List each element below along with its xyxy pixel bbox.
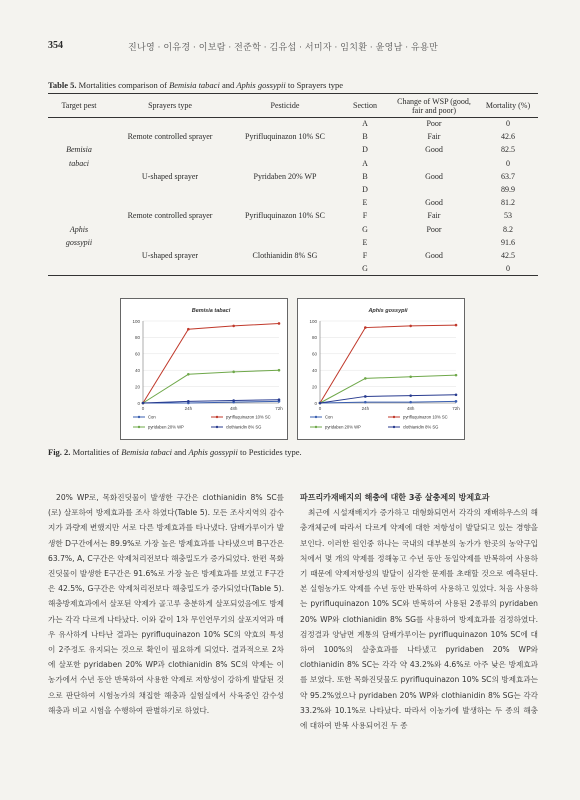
cell-sprayer [110,144,230,157]
table-title [48,80,538,90]
x-tick-label: 48h [406,406,415,411]
cell-wsp: Poor [426,119,442,129]
cell-wsp: Good [425,250,443,260]
legend-marker [216,416,218,418]
cell-pest [48,197,110,210]
cell-sprayer [110,118,230,131]
cell-wsp [390,236,478,249]
table-row [48,210,538,223]
cell-mortality: 0 [506,158,510,168]
cell-sprayer: Remote controlled sprayer [127,211,213,221]
cell-mortality: 42.5 [501,250,515,260]
chart-panel-aphis [297,298,465,440]
table-header-row [48,94,538,118]
cell-pesticide: Clothianidin 8% SG [252,250,318,260]
legend-marker [393,426,395,428]
legend-label: Con [148,414,156,420]
cell-sprayer: U-shaped sprayer [141,250,199,260]
page-header [48,40,532,56]
data-point [409,401,412,404]
data-point [232,371,235,374]
data-point [455,374,458,377]
cell-sprayer [110,183,230,196]
col-header-pesticide: Pesticide [230,94,340,118]
caption-species-2: Aphis gossypii [188,447,238,457]
cell-pesticide [230,263,340,276]
cell-pest [48,170,110,183]
cell-section: B [362,132,368,142]
cell-sprayer: Remote controlled sprayer [127,132,213,142]
cell-sprayer [110,263,230,276]
y-tick-label: 40 [311,368,317,373]
cell-wsp: Good [425,198,443,208]
data-point [278,322,281,325]
cell-sprayer: U-shaped sprayer [141,171,199,181]
cell-pest: tabaci [69,158,89,168]
cell-pesticide [230,183,340,196]
cell-mortality: 0 [506,119,510,129]
data-point [364,401,367,404]
legend-label: clothianidin 8% SG [226,424,262,430]
cell-section: D [362,185,368,195]
x-tick-label: 0 [318,406,322,411]
body-column-right [300,490,538,733]
data-point [409,394,412,397]
cell-pest: Bemisia [66,145,92,155]
data-point [278,398,281,401]
col-header-wsp: Change of WSP (good, fair and poor) [390,94,478,118]
legend-label: clothianidin 8% SG [403,424,439,430]
cell-wsp: Poor [426,224,442,234]
line-chart-aphis [298,299,466,441]
y-tick-label: 60 [311,351,317,357]
table-title-text: Mortalities comparison of [76,80,170,90]
data-point [364,377,367,380]
table-row [48,118,538,131]
table-row [48,249,538,262]
series-line [320,375,456,403]
x-tick-label: 72h [452,406,460,411]
cell-wsp: Good [425,145,443,155]
legend-marker [138,416,140,418]
cell-pest: gossypii [65,237,93,247]
cell-sprayer [110,197,230,210]
x-tick-label: 24h [184,406,193,411]
series-line [320,325,456,403]
cell-wsp: Fair [427,132,441,142]
y-tick-label: 0 [137,400,140,406]
cell-section: G [340,263,390,276]
figure-2 [120,298,465,440]
legend-label: pyridaben 20% WP [148,424,184,430]
cell-mortality: 8.2 [503,224,513,234]
cell-sprayer [110,223,230,236]
legend-label: pyrifluquinazon 10% SC [226,414,271,420]
y-tick-label: 80 [311,335,317,341]
cell-section: B [362,171,368,181]
cell-section: G [362,224,368,234]
cell-wsp: Good [425,171,443,181]
section-heading: 파프리카재배지의 해충에 대한 3종 살충제의 방제효과 [300,493,490,502]
data-point [187,373,190,376]
table-row [48,170,538,183]
table-row [48,131,538,144]
legend-label: Con [325,414,333,420]
cell-mortality: 53 [504,211,512,221]
legend-marker [138,426,140,428]
chart-panel-bemisia [120,298,288,440]
cell-wsp [390,263,478,276]
col-header-sprayer: Sprayers type [110,94,230,118]
table-label: Table 5. [48,80,77,90]
legend-marker [315,416,317,418]
legend-marker [393,416,395,418]
chart-title: Bemisia tabaci [191,308,231,314]
table-row [48,236,538,249]
data-point [455,324,458,327]
table-row [48,263,538,276]
cell-pesticide: Pyridaben 20% WP [253,171,317,181]
cell-pest [48,183,110,196]
data-point [455,400,458,403]
data-point [409,325,412,328]
cell-mortality: 63.7 [501,171,515,181]
col-header-section: Section [340,94,390,118]
data-point [278,369,281,372]
running-authors: 진나영 · 이유경 · 이보람 · 전준학 · 김유섭 · 서미자 · 임치환 · 윤영남 · 유용만 [128,42,439,52]
data-point [142,402,145,405]
cell-pest [48,131,110,144]
legend-marker [315,426,317,428]
cell-pesticide [230,223,340,236]
cell-section: E [362,237,368,247]
line-chart-bemisia [121,299,289,441]
x-tick-label: 48h [229,406,238,411]
table-row [48,223,538,236]
y-tick-label: 60 [134,351,140,357]
chart-title: Aphis gossypii [368,308,408,314]
figure-caption [48,447,538,457]
body-column-left [48,490,284,718]
cell-wsp [390,183,478,196]
cell-pest [48,118,110,131]
body-paragraph: 최근에 시설재배지가 증가하고 대형화되면서 각각의 재배하우스의 해충개체군에 따라서 다르게 약제에 대한 저항성이 발달되고 있는 경향을 보인다. 이러한 원인중 하나는 국내의 대부분의 농가가 한곳의 농약구입처에서 몇 개의 약제를 정해놓고 수년 동안 동일약제를 반복하여 사용하기 때문에 약제저항성의 발달이 심각한 문제를 초래할 것으로 예측된다. 본 실험농가도 약제를 수년 동안 반복하여 사용하고 있었다. 처음 사용하는 pyrifluquinazon 10% SC와 반복하여 사용된 2종류의 pyridaben 20% WP와 clothianidin 8% SG를 사용하여 방제효과를 검정하였다. 검정결과 양남면 계통의 담배가루이는 pyrifluquinazon 10% SC에 대하여 100%의 살충효과를 나타냈고 pyridaben 20% WP와 clothianidin 8% SC는 각각 약 43.2%와 4.6%로 아주 낮은 방제효과를 보였다. 또한 목화진딧물도 pyrifluquinazon 10% SC의 방제효과는 약 95.2%였으나 pyridaben 20% WP와 clothianidin 8% SG는 각각 33.2%와 10.1%로 나타났다. 따라서 이농가에 발생하는 두 종의 해충에 대하여 반복 사용되어진 두 종 [300,508,538,731]
table-row [48,157,538,170]
col-header-mortality: Mortality (%) [478,94,538,118]
cell-pest [48,263,110,276]
cell-wsp: Fair [427,211,441,221]
table-title-species-1: Bemisia tabaci [169,80,220,90]
y-tick-label: 20 [134,384,140,390]
table-title-species-2: Aphis gossypii [236,80,286,90]
cell-section: D [362,145,368,155]
cell-mortality: 91.6 [501,237,515,247]
table-row [48,183,538,196]
cell-pesticide: Pyrifluquinazon 10% SC [245,211,325,221]
data-point [232,399,235,402]
table-title-and: and [219,80,237,90]
legend-label: pyridaben 20% WP [325,424,361,430]
cell-section: E [362,198,368,208]
cell-mortality: 89.9 [501,185,515,195]
data-point [319,402,322,405]
cell-sprayer [110,157,230,170]
figure-label: Fig. 2. [48,447,71,457]
mortality-table [48,93,538,276]
cell-pest [48,210,110,223]
cell-pesticide [230,118,340,131]
x-tick-label: 24h [361,406,370,411]
y-tick-label: 100 [309,318,317,324]
series-line [143,323,279,403]
caption-species-1: Bemisia tabaci [121,447,172,457]
col-header-target-pest: Target pest [48,94,110,118]
table-row [48,197,538,210]
cell-pesticide [230,157,340,170]
cell-sprayer [110,236,230,249]
y-tick-label: 40 [134,368,140,373]
caption-and: and [171,447,189,457]
data-point [455,394,458,397]
data-point [364,395,367,398]
data-point [187,328,190,331]
y-tick-label: 80 [134,335,140,341]
body-paragraph: 20% WP로, 목화진딧물이 발생한 구간은 clothianidin 8% SC를(로) 살포하여 방제효과를 조사 하였다(Table 5). 모든 조사지역의 감수지가 과량제 변했지만 서로 다른 방제효과를 타나냈다. 담배가루이가 발생한 D구간에서는 89.9%로 가장 높은 방제효과를 나타냈으며 B구간은 63.7%, A, C구간은 약제처리전보다 해충밀도가 증가되었다. 한편 목화진딧물이 발생한 E구간은 91.6%로 가장 높은 방제효과를 보였고 F구간은 42.5%, G구간은 약제처리전보다 해충밀도가 증가되었다(Table 5). 해충방제효과에서 살포된 약제가 골고루 충분하게 살포되었음에도 방제가는 각각 다르게 나타났다. 이와 같이 1차 무인연무기의 살포지역과 매우 유사하게 나타난 결과는 pyrifluquinazon 10% SC의 약효의 특성이 2주정도 유지되는 것으로 확인이 필요하게 되었다. 결과적으로 2차에 살포한 pyridaben 20% WP과 clothianidin 8% SC의 약제는 이농가에서 수년 동안 반복하여 사용한 약제로 저항성이 강하게 발달된 것으로 판단하여 시험농가의 채집한 해충과 실험실에서 사육중인 감수성 해충과 비교 시험을 수행하여 판별하기로 하였다. [48,493,284,715]
cell-mortality: 42.6 [501,132,515,142]
data-point [187,400,190,403]
data-point [364,326,367,329]
caption-text: Mortalities of [70,447,122,457]
cell-wsp [390,157,478,170]
legend-label: pyrifluquinazon 10% SC [403,414,448,420]
cell-section: A [362,119,368,129]
cell-pesticide [230,144,340,157]
data-point [232,325,235,328]
cell-pesticide: Pyrifluquinazon 10% SC [245,132,325,142]
table-row [48,144,538,157]
x-tick-label: 72h [275,406,283,411]
cell-section: A [362,158,368,168]
cell-section: F [362,211,368,221]
cell-section: F [362,250,368,260]
cell-mortality: 0 [478,263,538,276]
caption-tail: to Pesticides type. [237,447,302,457]
cell-mortality: 81.2 [501,198,515,208]
legend-marker [216,426,218,428]
cell-pest: Aphis [69,224,89,234]
cell-pesticide [230,236,340,249]
y-tick-label: 0 [314,400,317,406]
data-point [409,375,412,378]
page-number: 354 [48,40,63,51]
y-tick-label: 20 [311,384,317,390]
cell-pesticide [230,197,340,210]
y-tick-label: 100 [132,318,140,324]
cell-pest [48,249,110,262]
x-tick-label: 0 [141,406,145,411]
cell-mortality: 82.5 [501,145,515,155]
table-title-tail: to Sprayers type [285,80,344,90]
